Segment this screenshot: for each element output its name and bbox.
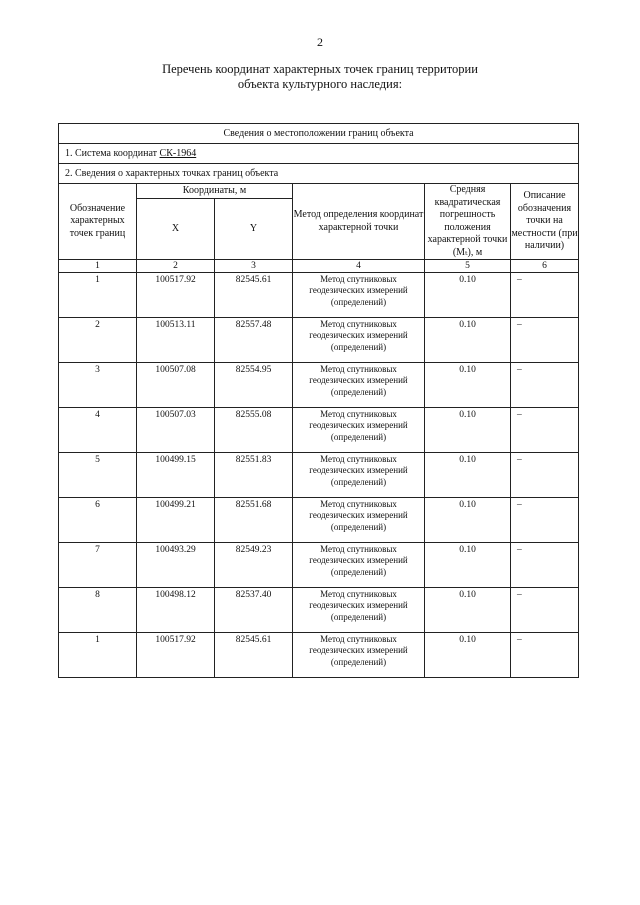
cell-description: – <box>511 588 579 633</box>
cell-point: 5 <box>59 453 137 498</box>
coordinate-system-label: 1. Система координат <box>65 148 160 159</box>
coordinates-table <box>58 123 579 678</box>
cell-y: 82555.08 <box>215 408 293 453</box>
cell-accuracy: 0.10 <box>425 543 511 588</box>
table-row <box>59 543 579 588</box>
header-accuracy: Средняя квадратическая погрешность положения характерной точки (Mₜ), м <box>425 184 511 260</box>
cell-accuracy: 0.10 <box>425 363 511 408</box>
column-number: 3 <box>215 260 293 273</box>
cell-description: – <box>511 633 579 678</box>
page-number: 2 <box>317 35 323 49</box>
cell-description: – <box>511 273 579 318</box>
document-title-line-2: объекта культурного наследия: <box>237 77 403 91</box>
column-number: 6 <box>511 260 579 273</box>
cell-point: 1 <box>59 273 137 318</box>
cell-accuracy: 0.10 <box>425 498 511 543</box>
cell-method: Метод спутниковых геодезических измерений (определений) <box>293 453 425 498</box>
column-number: 1 <box>59 260 137 273</box>
column-number: 2 <box>137 260 215 273</box>
cell-point: 6 <box>59 498 137 543</box>
table-row <box>59 453 579 498</box>
cell-description: – <box>511 498 579 543</box>
header-description: Описание обозначения точки на местности (при наличии) <box>511 184 579 260</box>
cell-description: – <box>511 408 579 453</box>
points-heading: 2. Сведения о характерных точках границ объекта <box>59 164 579 184</box>
cell-accuracy: 0.10 <box>425 633 511 678</box>
cell-point: 1 <box>59 633 137 678</box>
cell-x: 100517.92 <box>137 273 215 318</box>
cell-x: 100507.03 <box>137 408 215 453</box>
table-row <box>59 408 579 453</box>
document-title <box>0 62 640 92</box>
cell-point: 2 <box>59 318 137 363</box>
cell-y: 82537.40 <box>215 588 293 633</box>
cell-method: Метод спутниковых геодезических измерений (определений) <box>293 498 425 543</box>
table-row <box>59 633 579 678</box>
table-row <box>59 318 579 363</box>
cell-accuracy: 0.10 <box>425 453 511 498</box>
cell-description: – <box>511 363 579 408</box>
header-coordinates: Координаты, м <box>137 184 293 199</box>
cell-y: 82545.61 <box>215 633 293 678</box>
cell-description: – <box>511 318 579 363</box>
document-title-line-1: Перечень координат характерных точек границ территории <box>162 62 478 76</box>
column-numbers-row <box>59 260 579 273</box>
table-row <box>59 498 579 543</box>
cell-method: Метод спутниковых геодезических измерений (определений) <box>293 363 425 408</box>
table-row <box>59 273 579 318</box>
cell-method: Метод спутниковых геодезических измерений (определений) <box>293 318 425 363</box>
cell-x: 100499.21 <box>137 498 215 543</box>
cell-x: 100499.15 <box>137 453 215 498</box>
cell-point: 7 <box>59 543 137 588</box>
column-number: 5 <box>425 260 511 273</box>
section-title: Сведения о местоположении границ объекта <box>59 124 579 144</box>
cell-method: Метод спутниковых геодезических измерений (определений) <box>293 408 425 453</box>
column-number: 4 <box>293 260 425 273</box>
cell-method: Метод спутниковых геодезических измерений (определений) <box>293 633 425 678</box>
cell-method: Метод спутниковых геодезических измерений (определений) <box>293 588 425 633</box>
cell-x: 100513.11 <box>137 318 215 363</box>
header-y: Y <box>215 198 293 259</box>
cell-method: Метод спутниковых геодезических измерений (определений) <box>293 273 425 318</box>
cell-description: – <box>511 543 579 588</box>
cell-point: 3 <box>59 363 137 408</box>
cell-point: 4 <box>59 408 137 453</box>
cell-x: 100517.92 <box>137 633 215 678</box>
cell-x: 100493.29 <box>137 543 215 588</box>
cell-method: Метод спутниковых геодезических измерений (определений) <box>293 543 425 588</box>
table-row <box>59 363 579 408</box>
coordinate-system-row <box>59 144 579 164</box>
cell-y: 82545.61 <box>215 273 293 318</box>
cell-x: 100498.12 <box>137 588 215 633</box>
cell-x: 100507.08 <box>137 363 215 408</box>
header-method: Метод определения координат характерной точки <box>293 184 425 260</box>
cell-y: 82551.83 <box>215 453 293 498</box>
cell-description: – <box>511 453 579 498</box>
cell-y: 82551.68 <box>215 498 293 543</box>
cell-accuracy: 0.10 <box>425 588 511 633</box>
header-point: Обозначение характерных точек границ <box>59 184 137 260</box>
cell-accuracy: 0.10 <box>425 318 511 363</box>
coordinate-system-value: СК-1964 <box>159 148 197 159</box>
table-row <box>59 588 579 633</box>
cell-y: 82554.95 <box>215 363 293 408</box>
cell-y: 82557.48 <box>215 318 293 363</box>
cell-accuracy: 0.10 <box>425 408 511 453</box>
cell-accuracy: 0.10 <box>425 273 511 318</box>
cell-y: 82549.23 <box>215 543 293 588</box>
header-x: X <box>137 198 215 259</box>
cell-point: 8 <box>59 588 137 633</box>
